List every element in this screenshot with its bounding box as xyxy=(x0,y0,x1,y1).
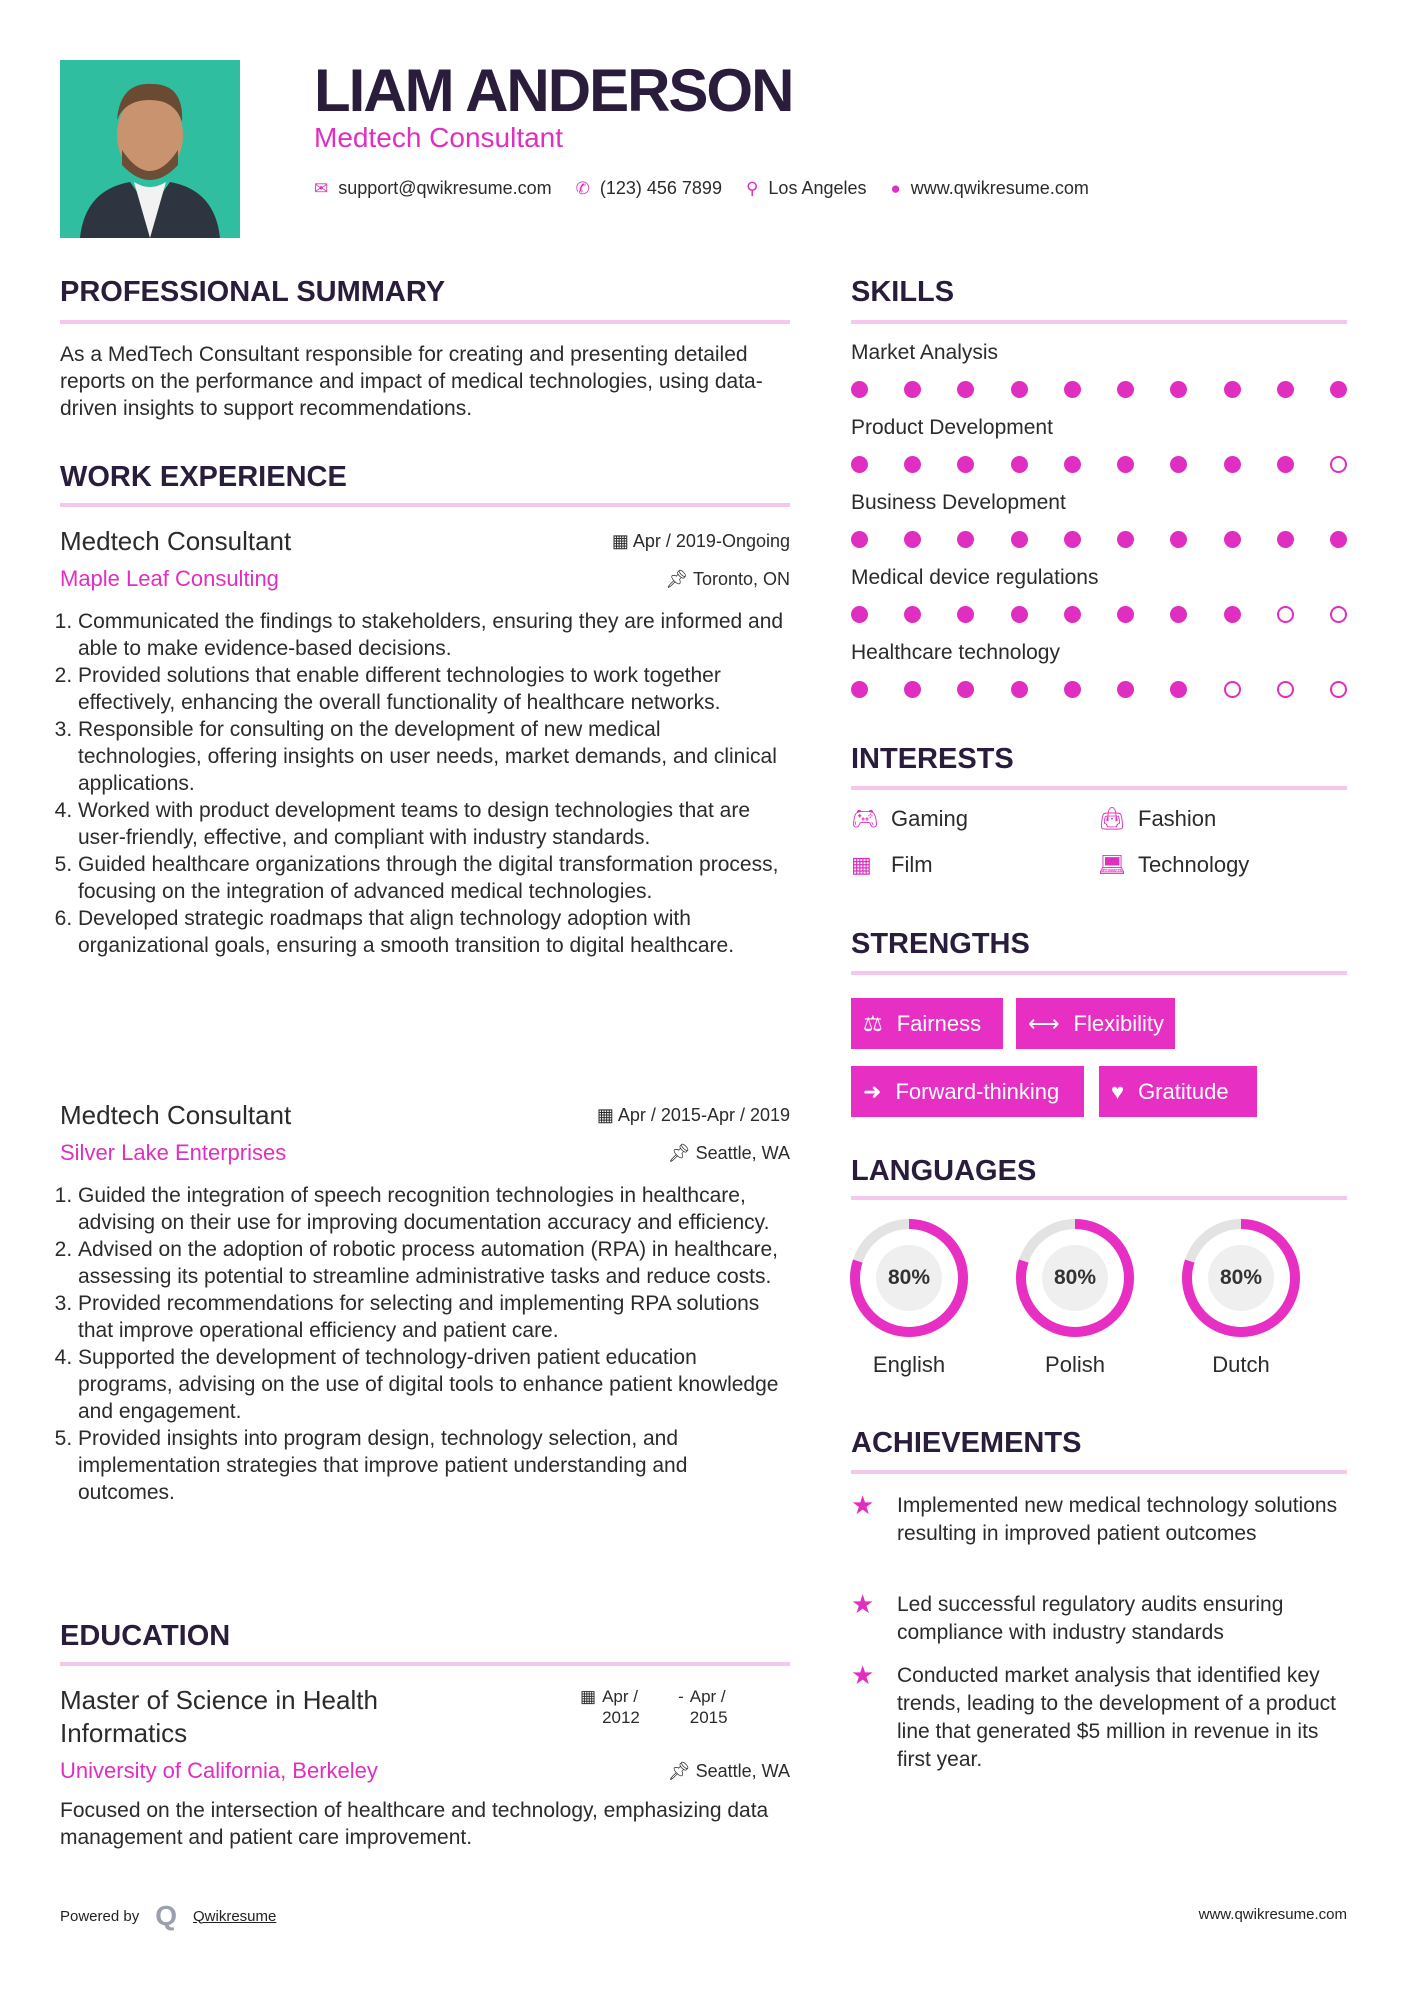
envelope-icon: ✉ xyxy=(314,178,329,198)
job-dates: Apr / 2019-Ongoing xyxy=(632,530,790,551)
strength-label: Fairness xyxy=(896,1010,982,1036)
rating-dot-filled xyxy=(1117,531,1134,548)
rating-dot-filled xyxy=(1064,381,1081,398)
film-icon: ▦ xyxy=(851,852,872,877)
achievement-text: Led successful regulatory audits ensuring compliance with industry standards xyxy=(897,1593,1284,1644)
job-dates: Apr / 2015-Apr / 2019 xyxy=(617,1104,790,1125)
company-name: Maple Leaf Consulting xyxy=(60,566,279,591)
rating-dot-filled xyxy=(1011,531,1028,548)
rating-dot-filled xyxy=(1011,606,1028,623)
gamepad-icon: 🎮︎ xyxy=(851,806,879,831)
bullet: 5. Guided healthcare organizations through the digital transformation process, focusing on the integration of advanced medical technologies. xyxy=(78,851,790,905)
language-donut xyxy=(1013,1216,1137,1340)
strength-label: Forward-thinking xyxy=(895,1078,1060,1104)
rating-dot-filled xyxy=(1064,531,1081,548)
section-divider xyxy=(851,1470,1347,1474)
achievement-item xyxy=(851,1591,1347,1647)
bullet: 2. Provided solutions that enable different technologies to work together effectively, enhancing the overall functionality of healthcare networks. xyxy=(78,662,790,716)
interest-label: Fashion xyxy=(1138,806,1217,831)
rating-dot-empty xyxy=(1330,606,1347,623)
skill-item xyxy=(851,641,1347,716)
rating-dot-filled xyxy=(957,381,974,398)
powered-by-text: Powered by xyxy=(60,1907,140,1925)
education-description: Focused on the intersection of healthcare and technology, emphasizing data management and patient care improvement. xyxy=(60,1799,769,1849)
shooting-star-icon: ★ xyxy=(851,1660,875,1690)
section-heading-languages: LANGUAGES xyxy=(851,1155,1037,1187)
job-title: Medtech Consultant xyxy=(60,1099,292,1130)
bullet: 4. Supported the development of technology-driven patient education programs, advising on the use of digital tools to enhance patient knowledge and engagement. xyxy=(78,1344,790,1425)
rating-dot-filled xyxy=(904,381,921,398)
rating-dot-empty xyxy=(1277,606,1294,623)
rating-dot-filled xyxy=(1277,381,1294,398)
degree-title: Master of Science in Health Informatics xyxy=(60,1685,378,1748)
strength-badge xyxy=(851,1066,1084,1117)
location-text: Los Angeles xyxy=(768,178,867,198)
skills-list xyxy=(851,341,1347,716)
heart-icon: ♥ xyxy=(1111,1078,1125,1104)
rating-dot-filled xyxy=(1011,681,1028,698)
language-name: Polish xyxy=(1045,1352,1105,1377)
skill-label: Market Analysis xyxy=(851,341,999,364)
rating-dot-filled xyxy=(1330,381,1347,398)
skill-label: Product Development xyxy=(851,416,1053,439)
rating-dot-filled xyxy=(1170,381,1187,398)
rating-dot-filled xyxy=(1011,381,1028,398)
company-name: Silver Lake Enterprises xyxy=(60,1140,287,1165)
rating-dot-filled xyxy=(1277,531,1294,548)
rating-dot-filled xyxy=(957,681,974,698)
school-name: University of California, Berkeley xyxy=(60,1758,378,1783)
skill-rating xyxy=(851,456,1347,473)
rating-dot-filled xyxy=(1117,381,1134,398)
education-location: Seattle, WA xyxy=(695,1761,790,1781)
interest-label: Gaming xyxy=(891,806,969,831)
rating-dot-filled xyxy=(1277,456,1294,473)
rating-dot-filled xyxy=(1117,606,1134,623)
calendar-icon: ▦ xyxy=(596,1104,618,1125)
rating-dot-filled xyxy=(957,456,974,473)
strength-label: Gratitude xyxy=(1138,1078,1229,1104)
brand-link[interactable]: Qwikresume xyxy=(193,1907,277,1925)
achievement-item xyxy=(851,1492,1347,1548)
strength-badge xyxy=(1099,1066,1257,1117)
profile-photo xyxy=(60,60,240,238)
summary-text: As a MedTech Consultant responsible for creating and presenting detailed reports on the performance and impact of medical technologies, using data-driven insights to support recommendations. xyxy=(60,343,763,420)
end-date: Apr / 2015 xyxy=(689,1687,728,1727)
job-location: Seattle, WA xyxy=(695,1142,790,1163)
skill-item xyxy=(851,416,1347,491)
job-bullets xyxy=(60,1182,790,1506)
language-percent: 80% xyxy=(1053,1266,1097,1289)
skill-rating xyxy=(851,681,1347,698)
footer-website[interactable]: www.qwikresume.com xyxy=(1198,1906,1347,1923)
language-percent: 80% xyxy=(887,1266,931,1289)
job-entry xyxy=(60,1098,790,1506)
rating-dot-filled xyxy=(1224,606,1241,623)
section-heading-education: EDUCATION xyxy=(60,1620,231,1652)
rating-dot-filled xyxy=(851,681,868,698)
rating-dot-filled xyxy=(851,606,868,623)
rating-dot-filled xyxy=(1170,606,1187,623)
strength-label: Flexibility xyxy=(1073,1010,1165,1036)
calendar-icon: ▦ xyxy=(580,1687,597,1706)
section-heading-interests: INTERESTS xyxy=(851,743,1014,775)
rating-dot-empty xyxy=(1330,456,1347,473)
section-divider xyxy=(60,1662,790,1666)
rating-dot-filled xyxy=(1064,606,1081,623)
job-entry xyxy=(60,524,790,959)
rating-dot-filled xyxy=(1330,531,1347,548)
strength-badge xyxy=(851,998,1003,1049)
rating-dot-filled xyxy=(904,456,921,473)
bullet: 1. Communicated the findings to stakeholders, ensuring they are informed and able to make evidence-based decisions. xyxy=(78,608,790,662)
website-link[interactable]: www.qwikresume.com xyxy=(910,178,1089,198)
pushpin-icon: 📌︎ xyxy=(667,1761,696,1781)
achievement-text: Implemented new medical technology solutions resulting in improved patient outcomes xyxy=(897,1494,1338,1545)
job-location: Toronto, ON xyxy=(692,568,790,589)
bullet: 3. Responsible for consulting on the development of new medical technologies, offering insights on user needs, market demands, and clinical applications. xyxy=(78,716,790,797)
rating-dot-filled xyxy=(1224,531,1241,548)
rating-dot-filled xyxy=(957,531,974,548)
email-link[interactable]: support@qwikresume.com xyxy=(338,178,552,198)
skill-item xyxy=(851,566,1347,641)
language-percent: 80% xyxy=(1219,1266,1263,1289)
section-heading-strengths: STRENGTHS xyxy=(851,928,1030,960)
section-heading-achievements: ACHIEVEMENTS xyxy=(851,1427,1082,1459)
section-divider xyxy=(60,503,790,507)
skill-item xyxy=(851,341,1347,416)
rating-dot-filled xyxy=(1224,381,1241,398)
section-divider xyxy=(851,786,1347,790)
language-name: Dutch xyxy=(1212,1352,1270,1377)
skill-label: Medical device regulations xyxy=(851,566,1099,589)
rating-dot-filled xyxy=(1064,681,1081,698)
shopping-bag-icon: 👜︎ xyxy=(1098,806,1126,831)
skill-rating xyxy=(851,531,1347,548)
start-date: Apr / 2012 xyxy=(602,1687,640,1727)
rating-dot-filled xyxy=(1170,456,1187,473)
footer-left xyxy=(60,1900,276,1932)
achievement-item xyxy=(851,1662,1347,1774)
calendar-icon: ▦ xyxy=(611,530,633,551)
rating-dot-filled xyxy=(1117,456,1134,473)
achievement-text: Conducted market analysis that identified key trends, leading to the development of a product line that generated $5 million in revenue in its first year. xyxy=(897,1664,1336,1771)
phone-icon: ✆ xyxy=(575,178,590,198)
map-marker-icon: ⚲ xyxy=(745,178,759,198)
rating-dot-filled xyxy=(851,531,868,548)
rating-dot-filled xyxy=(851,381,868,398)
shooting-star-icon: ★ xyxy=(851,1490,875,1520)
interest-item xyxy=(1098,806,1216,832)
rating-dot-filled xyxy=(851,456,868,473)
shooting-star-icon: ★ xyxy=(851,1589,875,1619)
job-title: Medtech Consultant xyxy=(60,525,292,556)
rating-dot-filled xyxy=(1011,456,1028,473)
rating-dot-filled xyxy=(1224,456,1241,473)
bullet: 4. Worked with product development teams to design technologies that are user-friendly, effective, and compliant with industry standards. xyxy=(78,797,790,851)
interest-item xyxy=(1098,852,1249,878)
rating-dot-filled xyxy=(904,606,921,623)
rating-dot-empty xyxy=(1224,681,1241,698)
skill-rating xyxy=(851,606,1347,623)
interest-label: Film xyxy=(891,852,933,877)
contact-row xyxy=(314,178,1089,199)
interest-item xyxy=(851,806,968,832)
interest-item xyxy=(851,852,933,878)
skill-label: Business Development xyxy=(851,491,1066,514)
rating-dot-filled xyxy=(1064,456,1081,473)
pushpin-icon: 📌︎ xyxy=(667,1142,696,1163)
section-divider xyxy=(851,1196,1347,1200)
skill-rating xyxy=(851,381,1347,398)
section-heading-summary: PROFESSIONAL SUMMARY xyxy=(60,276,446,308)
section-divider xyxy=(851,971,1347,975)
arrow-right-icon: ➜ xyxy=(863,1078,882,1104)
skill-label: Healthcare technology xyxy=(851,641,1060,664)
language-donut xyxy=(847,1216,971,1340)
rating-dot-filled xyxy=(1170,681,1187,698)
section-heading-skills: SKILLS xyxy=(851,276,955,308)
rating-dot-filled xyxy=(1170,531,1187,548)
section-heading-work: WORK EXPERIENCE xyxy=(60,461,347,493)
interest-label: Technology xyxy=(1138,852,1250,877)
rating-dot-filled xyxy=(957,606,974,623)
section-divider xyxy=(851,320,1347,324)
balance-scale-icon: ⚖ xyxy=(863,1010,883,1036)
rating-dot-filled xyxy=(904,531,921,548)
date-separator: - xyxy=(678,1687,684,1706)
candidate-name: LIAM ANDERSON xyxy=(314,57,793,124)
rating-dot-empty xyxy=(1330,681,1347,698)
language-name: English xyxy=(872,1352,946,1377)
education-location-wrap xyxy=(668,1761,790,1782)
language-donut xyxy=(1179,1216,1303,1340)
bullet: 1. Guided the integration of speech recognition technologies in healthcare, advising on their use for improving documentation accuracy and efficiency. xyxy=(78,1182,790,1236)
rating-dot-filled xyxy=(904,681,921,698)
strength-badge xyxy=(1016,998,1175,1049)
education-dates xyxy=(580,1686,750,1728)
pushpin-icon: 📌︎ xyxy=(665,568,693,589)
skill-item xyxy=(851,491,1347,566)
candidate-title: Medtech Consultant xyxy=(314,122,564,153)
rating-dot-filled xyxy=(1117,681,1134,698)
job-bullets xyxy=(60,608,790,959)
section-divider xyxy=(60,320,790,324)
bullet: 6. Developed strategic roadmaps that align technology adoption with organizational goals, ensuring a smooth transition to digital healthcare. xyxy=(78,905,790,959)
laptop-icon: 💻︎ xyxy=(1098,852,1126,877)
bullet: 5. Provided insights into program design, technology selection, and implementation strategies that improve patient understanding and outcomes. xyxy=(78,1425,790,1506)
bullet: 2. Advised on the adoption of robotic process automation (RPA) in healthcare, assessing its potential to streamline administrative tasks and reduce costs. xyxy=(78,1236,790,1290)
globe-icon: ● xyxy=(890,178,901,198)
arrows-h-icon: ⟷ xyxy=(1028,1010,1060,1036)
rating-dot-empty xyxy=(1277,681,1294,698)
bullet: 3. Provided recommendations for selecting and implementing RPA solutions that improve operational efficiency and patient care. xyxy=(78,1290,790,1344)
phone-text: (123) 456 7899 xyxy=(599,178,722,198)
qwikresume-logo-icon: Q xyxy=(155,1900,177,1931)
